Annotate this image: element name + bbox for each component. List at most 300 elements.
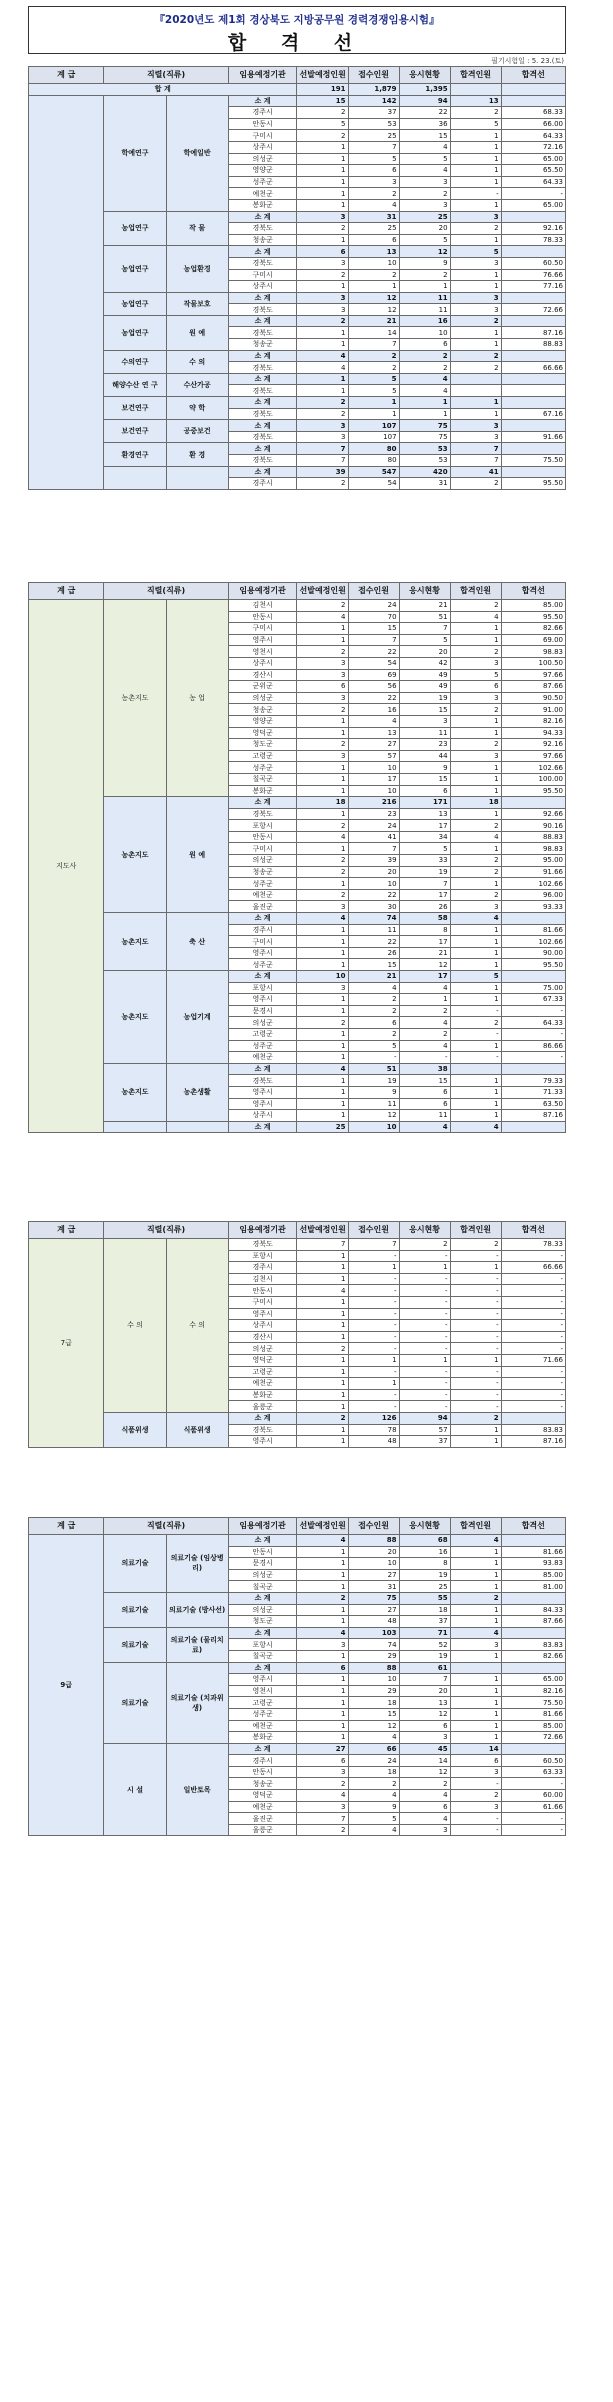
total-value: 1,395 <box>399 84 450 96</box>
subseries-cell: 의료기술 (임상병리) <box>166 1535 228 1593</box>
cutoff-cell: 66.66 <box>501 362 565 374</box>
count-cell: 12 <box>399 959 450 971</box>
count-cell: 1 <box>450 924 501 936</box>
count-cell: 94 <box>399 1412 450 1424</box>
agency-cell: 의성군 <box>228 692 297 704</box>
agency-cell: 안동시 <box>228 1546 297 1558</box>
agency-cell: 칠곡군 <box>228 1581 297 1593</box>
agency-cell: 영주시 <box>228 1086 297 1098</box>
agency-cell: 소 계 <box>228 1592 297 1604</box>
subseries-cell: 의료기술 (물리치료) <box>166 1627 228 1662</box>
series-cell: 해양수산 연 구 <box>104 373 166 396</box>
count-cell: 27 <box>348 1569 399 1581</box>
cutoff-cell: 90.00 <box>501 947 565 959</box>
header-series: 직렬(직류) <box>104 583 228 600</box>
cutoff-cell: - <box>501 1366 565 1378</box>
count-cell: 3 <box>297 292 348 304</box>
cutoff-cell: - <box>501 1005 565 1017</box>
count-cell: 24 <box>348 1755 399 1767</box>
count-cell: 75 <box>399 420 450 432</box>
count-cell: 5 <box>348 1040 399 1052</box>
count-cell: 10 <box>399 327 450 339</box>
count-cell: 1 <box>297 1005 348 1017</box>
count-cell: 75 <box>348 1592 399 1604</box>
cutoff-cell <box>501 373 565 385</box>
agency-cell: 의성군 <box>228 153 297 165</box>
cutoff-cell: 68.33 <box>501 107 565 119</box>
cutoff-cell <box>501 971 565 983</box>
count-cell: 3 <box>399 715 450 727</box>
count-cell: 3 <box>450 292 501 304</box>
count-cell: 3 <box>450 750 501 762</box>
count-cell: 34 <box>399 831 450 843</box>
agency-cell: 칠곡군 <box>228 1650 297 1662</box>
cutoff-cell: 87.16 <box>501 1436 565 1448</box>
count-cell: - <box>399 1401 450 1413</box>
agency-cell: 고령군 <box>228 1028 297 1040</box>
count-cell: 70 <box>348 611 399 623</box>
count-cell: 13 <box>348 246 399 258</box>
agency-cell: 경북도 <box>228 1424 297 1436</box>
count-cell: 1 <box>297 947 348 959</box>
count-cell: 3 <box>348 176 399 188</box>
cutoff-cell: 82.66 <box>501 1650 565 1662</box>
cutoff-cell <box>501 385 565 397</box>
agency-cell: 영양군 <box>228 165 297 177</box>
count-cell: 51 <box>348 1063 399 1075</box>
count-cell: - <box>399 1296 450 1308</box>
count-cell: 6 <box>399 1098 450 1110</box>
cutoff-cell: 66.66 <box>501 1262 565 1274</box>
count-cell: 1 <box>450 1616 501 1628</box>
count-cell: 31 <box>348 211 399 223</box>
count-cell: - <box>348 1389 399 1401</box>
count-cell: 1 <box>297 1331 348 1343</box>
agency-cell: 청송군 <box>228 866 297 878</box>
subseries-cell: 환 경 <box>166 443 228 466</box>
header-col: 선발예정인원 <box>297 1222 348 1239</box>
cutoff-cell: 65.00 <box>501 153 565 165</box>
series-cell: 농촌지도 <box>104 971 166 1064</box>
count-cell: 5 <box>399 634 450 646</box>
count-cell: 22 <box>399 107 450 119</box>
count-cell: 4 <box>450 913 501 925</box>
cutoff-cell: 67.33 <box>501 994 565 1006</box>
cutoff-cell: 85.00 <box>501 600 565 612</box>
cutoff-cell: 64.33 <box>501 130 565 142</box>
count-cell <box>450 1063 501 1075</box>
count-cell: 2 <box>450 866 501 878</box>
subseries-cell: 농업환경 <box>166 246 228 292</box>
cutoff-cell: 75.50 <box>501 455 565 467</box>
count-cell: 3 <box>297 1801 348 1813</box>
count-cell: 37 <box>399 1436 450 1448</box>
cutoff-cell: 64.33 <box>501 1017 565 1029</box>
agency-cell: 영주시 <box>228 947 297 959</box>
count-cell: 31 <box>348 1581 399 1593</box>
header-series: 직렬(직류) <box>104 1518 228 1535</box>
count-cell: 4 <box>297 913 348 925</box>
count-cell: 3 <box>297 420 348 432</box>
count-cell: 1 <box>399 281 450 293</box>
cutoff-cell: 92.16 <box>501 739 565 751</box>
count-cell: 25 <box>348 223 399 235</box>
count-cell: 1 <box>297 1569 348 1581</box>
count-cell: 3 <box>297 304 348 316</box>
cutoff-cell: - <box>501 1331 565 1343</box>
count-cell: 1 <box>297 153 348 165</box>
count-cell: 33 <box>399 855 450 867</box>
agency-cell: 경산시 <box>228 1331 297 1343</box>
count-cell: 5 <box>399 234 450 246</box>
count-cell: 6 <box>348 1017 399 1029</box>
count-cell: 2 <box>450 704 501 716</box>
cutoff-cell: 81.66 <box>501 1546 565 1558</box>
count-cell: 6 <box>297 681 348 693</box>
count-cell: 171 <box>399 797 450 809</box>
count-cell: - <box>450 188 501 200</box>
header-col: 합격인원 <box>450 67 501 84</box>
count-cell: 53 <box>399 443 450 455</box>
count-cell: 1 <box>450 339 501 351</box>
count-cell: 1 <box>450 994 501 1006</box>
count-cell: 2 <box>348 1005 399 1017</box>
result-table-4 <box>28 1517 566 1836</box>
header-row <box>29 583 566 600</box>
count-cell: 1 <box>450 1604 501 1616</box>
count-cell: 1 <box>399 1354 450 1366</box>
agency-cell: 상주시 <box>228 281 297 293</box>
result-table <box>28 1517 566 1836</box>
agency-cell: 경북도 <box>228 223 297 235</box>
header-col: 합격선 <box>501 583 565 600</box>
count-cell: 29 <box>348 1685 399 1697</box>
count-cell: 20 <box>348 866 399 878</box>
count-cell: 17 <box>399 936 450 948</box>
count-cell: 4 <box>399 1121 450 1133</box>
subtotal-row <box>29 373 566 385</box>
count-cell: 1 <box>297 878 348 890</box>
count-cell: 2 <box>450 350 501 362</box>
subtotal-row <box>29 1662 566 1674</box>
agency-cell: 소 계 <box>228 466 297 478</box>
count-cell: 16 <box>399 1546 450 1558</box>
count-cell: 2 <box>297 1017 348 1029</box>
count-cell: 22 <box>348 692 399 704</box>
count-cell: 9 <box>399 257 450 269</box>
count-cell: 1 <box>297 234 348 246</box>
count-cell: 25 <box>348 130 399 142</box>
agency-cell: 경북도 <box>228 455 297 467</box>
count-cell: 49 <box>399 681 450 693</box>
document-title: 『2020년도 제1회 경상북도 지방공무원 경력경쟁임용시험』 <box>154 14 440 26</box>
count-cell: 2 <box>297 600 348 612</box>
cutoff-cell <box>501 211 565 223</box>
count-cell: 4 <box>348 715 399 727</box>
count-cell: 74 <box>348 1639 399 1651</box>
count-cell: - <box>450 1343 501 1355</box>
count-cell: 25 <box>399 211 450 223</box>
cutoff-cell <box>501 1627 565 1639</box>
count-cell: 1 <box>297 715 348 727</box>
cutoff-cell: 100.50 <box>501 657 565 669</box>
header-series: 직렬(직류) <box>104 67 228 84</box>
agency-cell: 포항시 <box>228 820 297 832</box>
count-cell: 2 <box>450 855 501 867</box>
header-col: 응시현황 <box>399 1222 450 1239</box>
count-cell: 19 <box>399 866 450 878</box>
agency-cell: 영주시 <box>228 1436 297 1448</box>
count-cell: 1 <box>297 936 348 948</box>
series-cell <box>104 1121 166 1133</box>
cutoff-cell: 76.66 <box>501 269 565 281</box>
cutoff-cell: - <box>501 1378 565 1390</box>
count-cell: 1 <box>297 373 348 385</box>
count-cell: 12 <box>399 1766 450 1778</box>
total-cutoff <box>501 84 565 96</box>
count-cell: 1 <box>450 1110 501 1122</box>
count-cell: 61 <box>399 1662 450 1674</box>
count-cell: 7 <box>297 1239 348 1251</box>
result-table <box>28 582 566 1133</box>
count-cell: 1 <box>297 1366 348 1378</box>
count-cell: 17 <box>399 820 450 832</box>
result-table <box>28 66 566 490</box>
count-cell: 13 <box>450 95 501 107</box>
count-cell: 2 <box>297 1343 348 1355</box>
count-cell: 12 <box>399 246 450 258</box>
agency-cell: 소 계 <box>228 913 297 925</box>
agency-cell: 경주시 <box>228 107 297 119</box>
agency-cell: 소 계 <box>228 1627 297 1639</box>
agency-cell: 청송군 <box>228 704 297 716</box>
count-cell: 15 <box>348 1708 399 1720</box>
count-cell: 2 <box>348 362 399 374</box>
count-cell: 1 <box>297 1354 348 1366</box>
series-cell: 농촌지도 <box>104 797 166 913</box>
cutoff-cell: 82.66 <box>501 623 565 635</box>
count-cell: 2 <box>450 107 501 119</box>
count-cell: 4 <box>348 1790 399 1802</box>
count-cell: 30 <box>348 901 399 913</box>
agency-cell: 예천군 <box>228 1801 297 1813</box>
count-cell: 1 <box>450 1581 501 1593</box>
subtotal-row <box>29 420 566 432</box>
count-cell: - <box>399 1052 450 1064</box>
subtotal-row <box>29 1627 566 1639</box>
count-cell: 2 <box>297 1824 348 1836</box>
cutoff-cell: 92.16 <box>501 223 565 235</box>
cutoff-cell: 85.00 <box>501 1720 565 1732</box>
agency-cell: 안동시 <box>228 1766 297 1778</box>
cutoff-cell: - <box>501 1389 565 1401</box>
count-cell: 27 <box>297 1743 348 1755</box>
agency-cell: 구미시 <box>228 843 297 855</box>
count-cell: 1 <box>297 623 348 635</box>
count-cell: 1 <box>297 1558 348 1570</box>
count-cell: 4 <box>348 199 399 211</box>
subseries-cell: 식품위생 <box>166 1412 228 1447</box>
count-cell: - <box>450 1052 501 1064</box>
cutoff-cell: 98.83 <box>501 843 565 855</box>
count-cell: 1 <box>297 924 348 936</box>
subseries-cell: 작 물 <box>166 211 228 246</box>
series-cell: 학예연구 <box>104 95 166 211</box>
count-cell: 2 <box>450 889 501 901</box>
count-cell: 20 <box>399 223 450 235</box>
count-cell: 39 <box>348 855 399 867</box>
count-cell: 1 <box>450 1720 501 1732</box>
count-cell: 5 <box>450 971 501 983</box>
count-cell: 54 <box>348 657 399 669</box>
count-cell: 75 <box>399 431 450 443</box>
subtotal-row <box>29 443 566 455</box>
count-cell: 6 <box>399 1801 450 1813</box>
subseries-cell: 축 산 <box>166 913 228 971</box>
count-cell: 14 <box>348 327 399 339</box>
agency-cell: 구미시 <box>228 130 297 142</box>
header-col: 합격인원 <box>450 583 501 600</box>
count-cell: 52 <box>399 1639 450 1651</box>
cutoff-cell: 87.66 <box>501 681 565 693</box>
cutoff-cell: 87.66 <box>501 1616 565 1628</box>
cutoff-cell: 81.00 <box>501 1581 565 1593</box>
count-cell: 1 <box>297 634 348 646</box>
count-cell: 1 <box>297 1262 348 1274</box>
count-cell: 8 <box>399 924 450 936</box>
count-cell: 1 <box>450 327 501 339</box>
cutoff-cell: 61.66 <box>501 1801 565 1813</box>
count-cell: 14 <box>399 1755 450 1767</box>
series-cell: 보건연구 <box>104 420 166 443</box>
count-cell: 1 <box>450 785 501 797</box>
count-cell: 1 <box>450 165 501 177</box>
agency-cell: 의성군 <box>228 855 297 867</box>
cutoff-cell: 102.66 <box>501 936 565 948</box>
rank-cell: 7급 <box>29 1239 104 1448</box>
agency-cell: 상주시 <box>228 141 297 153</box>
count-cell: 57 <box>399 1424 450 1436</box>
count-cell: 1 <box>450 130 501 142</box>
count-cell: 74 <box>348 913 399 925</box>
count-cell: 37 <box>348 107 399 119</box>
cutoff-cell: - <box>501 1028 565 1040</box>
count-cell: 12 <box>348 304 399 316</box>
agency-cell: 구미시 <box>228 623 297 635</box>
count-cell: 19 <box>399 1650 450 1662</box>
count-cell: 22 <box>348 646 399 658</box>
header-row <box>29 67 566 84</box>
count-cell: 2 <box>297 397 348 409</box>
count-cell: 9 <box>399 762 450 774</box>
subseries-cell: 학예일반 <box>166 95 228 211</box>
count-cell: 3 <box>297 431 348 443</box>
count-cell: 2 <box>297 1778 348 1790</box>
cutoff-cell: 102.66 <box>501 762 565 774</box>
count-cell: 3 <box>450 1766 501 1778</box>
count-cell: 1 <box>297 762 348 774</box>
cutoff-cell: 90.50 <box>501 692 565 704</box>
count-cell: 9 <box>348 1086 399 1098</box>
agency-cell: 청송군 <box>228 234 297 246</box>
agency-cell: 경북도 <box>228 431 297 443</box>
agency-cell: 예천군 <box>228 1378 297 1390</box>
count-cell: 15 <box>399 1075 450 1087</box>
count-cell: 1 <box>450 153 501 165</box>
count-cell: 2 <box>297 889 348 901</box>
count-cell: 1 <box>297 1546 348 1558</box>
series-cell: 보건연구 <box>104 397 166 420</box>
subseries-cell: 공중보건 <box>166 420 228 443</box>
count-cell: 3 <box>297 657 348 669</box>
count-cell: - <box>348 1296 399 1308</box>
count-cell: 1 <box>450 1262 501 1274</box>
count-cell: 142 <box>348 95 399 107</box>
count-cell: 4 <box>348 1824 399 1836</box>
cutoff-cell: 82.16 <box>501 1685 565 1697</box>
cutoff-cell: 84.33 <box>501 1604 565 1616</box>
count-cell: 1 <box>297 1697 348 1709</box>
count-cell: - <box>450 1308 501 1320</box>
count-cell: 48 <box>348 1436 399 1448</box>
count-cell: 2 <box>399 1028 450 1040</box>
count-cell: 1 <box>297 727 348 739</box>
count-cell: 2 <box>450 739 501 751</box>
count-cell: 27 <box>348 1604 399 1616</box>
cutoff-cell: 72.16 <box>501 141 565 153</box>
count-cell: 4 <box>297 350 348 362</box>
series-cell <box>104 466 166 489</box>
count-cell: 107 <box>348 420 399 432</box>
series-cell: 의료기술 <box>104 1662 166 1743</box>
count-cell: 1 <box>450 1569 501 1581</box>
agency-cell: 포항시 <box>228 1639 297 1651</box>
subseries-cell: 의료기술 (방사선) <box>166 1592 228 1627</box>
count-cell: 1 <box>297 1320 348 1332</box>
count-cell: 1 <box>297 1040 348 1052</box>
subtotal-row <box>29 1063 566 1075</box>
count-cell: 1 <box>450 1075 501 1087</box>
count-cell: 18 <box>348 1697 399 1709</box>
cutoff-cell: 65.50 <box>501 165 565 177</box>
count-cell: 2 <box>297 1412 348 1424</box>
count-cell: 15 <box>348 959 399 971</box>
count-cell: 4 <box>399 141 450 153</box>
header-col: 합격선 <box>501 1518 565 1535</box>
count-cell: 1 <box>297 141 348 153</box>
cutoff-cell: 88.83 <box>501 339 565 351</box>
count-cell: 1 <box>297 1401 348 1413</box>
count-cell: 2 <box>348 350 399 362</box>
count-cell: 1 <box>297 1308 348 1320</box>
count-cell: 2 <box>348 994 399 1006</box>
header-col: 임용예정기관 <box>228 67 297 84</box>
agency-cell: 소 계 <box>228 246 297 258</box>
header-row <box>29 1518 566 1535</box>
count-cell: 24 <box>348 600 399 612</box>
count-cell: 4 <box>297 362 348 374</box>
subseries-cell: 농 업 <box>166 600 228 797</box>
count-cell: 1 <box>450 408 501 420</box>
agency-cell: 의성군 <box>228 1343 297 1355</box>
agency-cell: 상주시 <box>228 657 297 669</box>
count-cell: 41 <box>450 466 501 478</box>
count-cell: - <box>399 1331 450 1343</box>
agency-cell: 소 계 <box>228 1412 297 1424</box>
cutoff-cell <box>501 913 565 925</box>
count-cell: 51 <box>399 611 450 623</box>
subseries-cell: 수산가공 <box>166 373 228 396</box>
